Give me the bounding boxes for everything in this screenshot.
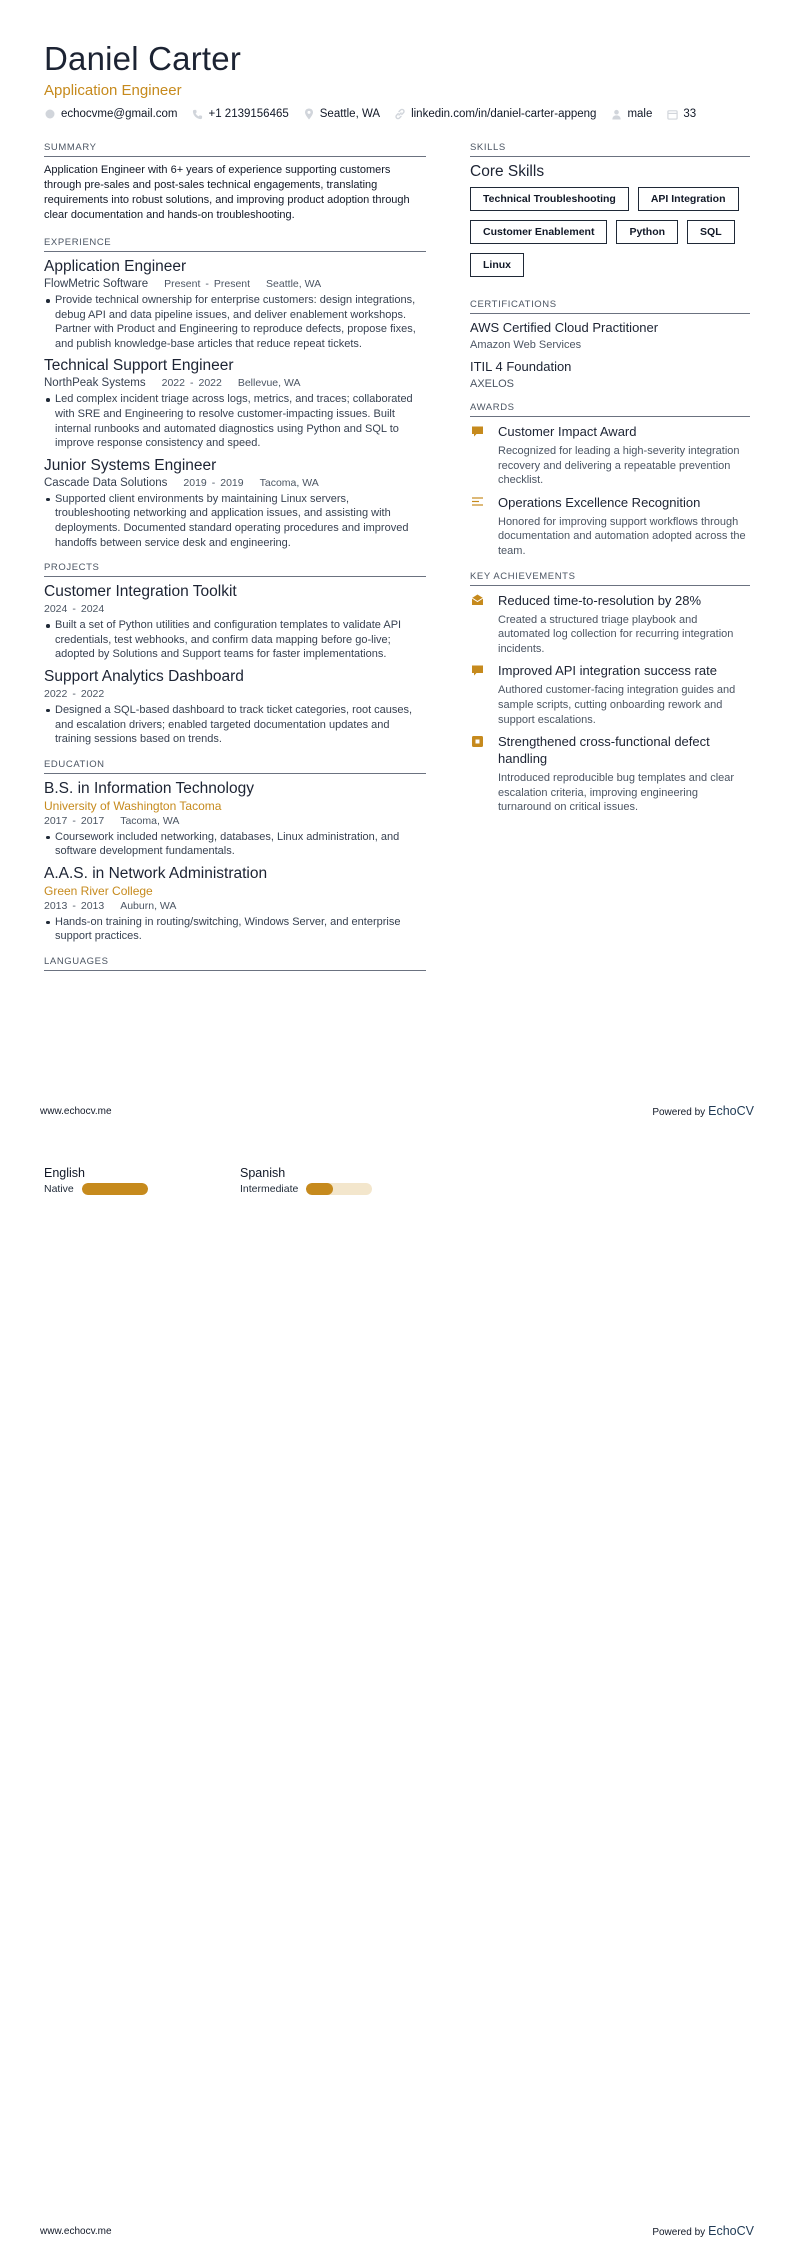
skill-chip: SQL: [687, 220, 735, 244]
bullet-item: Coursework included networking, databases, Linux administration, and software development fundamentals.: [44, 830, 426, 859]
achievements-heading: KEY ACHIEVEMENTS: [470, 571, 750, 586]
achievement-item: [470, 733, 750, 815]
bullet-item: Provide technical ownership for enterprise customers: design integrations, debug API and data pipeline issues, and deliver enablement workshops. Partner with Product and Engineering to reproduce defects, propose fixes, and publish knowledge-base articles that reduce repeat tickets.: [44, 293, 426, 351]
skills-heading: SKILLS: [470, 142, 750, 157]
certification-name: ITIL 4 Foundation: [470, 359, 572, 374]
achievement-description: Created a structured triage playbook and automated log collection for recurring integration incidents.: [498, 613, 734, 655]
education-section: [44, 759, 426, 944]
education-end: 2013: [80, 899, 105, 912]
experience-item: [44, 357, 426, 450]
project-dates: 2024 - 2024: [44, 603, 105, 616]
achievement-title: Strengthened cross-functional defect handling: [498, 734, 710, 767]
education-location: Auburn, WA: [120, 899, 177, 912]
education-dates: 2017 - 2017: [44, 814, 105, 827]
skill-chip: API Integration: [638, 187, 739, 211]
award-item: [470, 494, 750, 559]
language-item: [240, 1166, 436, 1195]
contact-row: [44, 108, 710, 120]
job-dates: 2019 - 2019: [183, 476, 244, 489]
footer-website[interactable]: www.echocv.me: [40, 2225, 112, 2237]
language-proficiency-bar: [82, 1183, 148, 1195]
project-end: 2022: [80, 687, 105, 700]
company-name: NorthPeak Systems: [44, 377, 146, 390]
achievement-item: [470, 592, 750, 657]
bullet-item: Hands-on training in routing/switching, Windows Server, and enterprise support practices.: [44, 915, 426, 944]
square-badge-icon: [470, 734, 484, 748]
envelope-open-icon: [470, 593, 484, 607]
project-end: 2024: [80, 603, 105, 616]
skills-section: [470, 142, 750, 277]
project-start: 2024: [44, 603, 68, 616]
job-location: Seattle, WA: [266, 278, 322, 290]
job-dates: 2022 - 2022: [161, 377, 222, 390]
experience-section: [44, 237, 426, 550]
page-footer: [40, 1104, 754, 1118]
language-level: Intermediate: [240, 1183, 299, 1195]
degree-title: A.A.S. in Network Administration: [44, 864, 268, 882]
experience-heading: EXPERIENCE: [44, 237, 426, 252]
right-column: [470, 142, 750, 827]
job-end: 2022: [198, 377, 222, 390]
contact-email-text: echocvme@gmail.com: [61, 108, 178, 120]
contact-linkedin[interactable]: [394, 108, 596, 120]
projects-section: [44, 562, 426, 747]
speech-bubble-icon: [470, 424, 484, 438]
candidate-title: Application Engineer: [44, 82, 182, 99]
summary-section: [44, 142, 426, 223]
bullet-item: Built a set of Python utilities and configuration templates to validate API credentials, test webhooks, and confirm data mapping before go-live; adopted by Solutions and Support teams for faster implementations.: [44, 618, 426, 662]
skills-group-title: Core Skills: [470, 163, 545, 180]
contact-location-text: Seattle, WA: [319, 108, 381, 120]
certification-issuer: Amazon Web Services: [470, 339, 582, 351]
education-item: [44, 865, 426, 944]
bullet-item: Led complex incident triage across logs, metrics, and traces; collaborated with SRE and Engineering to resolve customer-impacting issues. Built internal runbooks and automated diagnostics using Python and SQL to improve response consistency and speed.: [44, 392, 426, 450]
company-name: Cascade Data Solutions: [44, 476, 168, 489]
job-start: Present: [164, 278, 201, 290]
summary-text: Application Engineer with 6+ years of experience supporting customers through pre-sales and post-sales technical engagements, translating requirements into robust solutions, and improving product adoption through clear documentation and hands-on troubleshooting.: [44, 164, 410, 221]
achievements-section: [470, 571, 750, 815]
contact-location: [303, 108, 380, 120]
achievement-title: Reduced time-to-resolution by 28%: [498, 592, 702, 608]
education-meta: [44, 900, 426, 912]
bullet-item: Supported client environments by maintaining Linux servers, troubleshooting networking and application issues, and assisting with deployments. Documented standard operating procedures and improved handoffs between service desk and engineering.: [44, 492, 426, 550]
job-title: Junior Systems Engineer: [44, 456, 217, 474]
achievement-description: Authored customer-facing integration guides and sample scripts, cutting onboarding rework and support escalations.: [498, 684, 736, 726]
language-name: Spanish: [240, 1166, 286, 1180]
left-column: [44, 142, 426, 983]
job-bullets: [44, 492, 426, 550]
job-start: 2022: [161, 377, 185, 390]
job-start: 2019: [183, 476, 207, 489]
achievement-description: Introduced reproducible bug templates and clear escalation criteria, improving engineering turnaround on critical issues.: [498, 772, 735, 814]
brand-logo[interactable]: EchoCV: [708, 2224, 754, 2238]
contact-email[interactable]: [44, 108, 178, 120]
skill-chip: Linux: [470, 253, 524, 277]
language-item: [44, 1166, 240, 1195]
job-meta: [44, 377, 426, 389]
location-icon: [303, 108, 315, 120]
degree-title: B.S. in Information Technology: [44, 779, 254, 797]
powered-by-label: Powered by: [652, 1107, 706, 1118]
job-bullets: [44, 392, 426, 450]
award-description: Honored for improving support workflows through documentation and automation adopted across the team.: [498, 515, 746, 557]
certification-name: AWS Certified Cloud Practitioner: [470, 320, 659, 335]
achievement-title: Improved API integration success rate: [498, 663, 717, 679]
contact-gender: [610, 108, 652, 120]
contact-linkedin-text: linkedin.com/in/daniel-carter-appeng: [411, 108, 597, 120]
award-title: Customer Impact Award: [498, 424, 637, 439]
certification-issuer: AXELOS: [470, 378, 515, 390]
skill-chip: Customer Enablement: [470, 220, 607, 244]
project-item: [44, 668, 426, 747]
brand-logo[interactable]: EchoCV: [708, 1104, 754, 1118]
candidate-name: Daniel Carter: [44, 40, 242, 77]
languages-section: [44, 956, 426, 971]
certifications-section: [470, 299, 750, 390]
awards-heading: AWARDS: [470, 402, 750, 417]
contact-gender-text: male: [627, 108, 653, 120]
education-end: 2017: [80, 814, 105, 827]
footer-powered: [652, 2224, 754, 2238]
skill-chip: Python: [616, 220, 678, 244]
job-dates: Present - Present: [164, 278, 251, 290]
awards-section: [470, 402, 750, 559]
job-bullets: [44, 293, 426, 351]
job-meta: [44, 477, 426, 489]
powered-by-label: Powered by: [652, 2227, 706, 2238]
job-location: Bellevue, WA: [237, 377, 301, 390]
company-name: FlowMetric Software: [44, 278, 149, 290]
bullet-item: Designed a SQL-based dashboard to track ticket categories, root causes, and escalation drivers; enabled targeted documentation updates and training sessions based on trends.: [44, 703, 426, 747]
contact-phone-text: +1 2139156465: [208, 108, 289, 120]
page-footer: [40, 2224, 754, 2238]
achievement-item: [470, 662, 750, 727]
speech-bubble-icon: [470, 663, 484, 677]
footer-powered: [652, 1104, 754, 1118]
language-name: English: [44, 1166, 85, 1180]
job-end: 2019: [220, 476, 244, 489]
award-title: Operations Excellence Recognition: [498, 494, 701, 510]
skills-chips: [470, 187, 750, 277]
projects-heading: PROJECTS: [44, 562, 426, 577]
project-meta: [44, 688, 426, 700]
project-dates: 2022 - 2022: [44, 687, 105, 700]
job-meta: [44, 278, 426, 290]
contact-phone[interactable]: [192, 108, 289, 120]
mail-icon: [44, 108, 56, 120]
summary-heading: SUMMARY: [44, 142, 426, 157]
project-start: 2022: [44, 687, 68, 700]
language-row: [44, 1183, 240, 1195]
education-heading: EDUCATION: [44, 759, 426, 774]
job-location: Tacoma, WA: [259, 476, 319, 489]
award-description: Recognized for leading a high-severity integration recovery and delivering a repeatable prevention checklist.: [498, 445, 740, 487]
project-title: Customer Integration Toolkit: [44, 583, 237, 601]
school-name: Green River College: [44, 883, 153, 898]
link-icon: [394, 108, 406, 120]
language-level: Native: [44, 1183, 74, 1195]
education-start: 2013: [44, 899, 68, 912]
experience-item: [44, 258, 426, 351]
job-title: Technical Support Engineer: [44, 357, 234, 375]
award-item: [470, 423, 750, 488]
education-bullets: [44, 830, 426, 859]
job-end: Present: [213, 278, 251, 290]
project-bullets: [44, 703, 426, 747]
education-location: Tacoma, WA: [120, 814, 180, 827]
lines-icon: [470, 495, 484, 509]
education-item: [44, 780, 426, 859]
education-bullets: [44, 915, 426, 944]
language-row: [240, 1183, 436, 1195]
person-icon: [610, 108, 622, 120]
education-start: 2017: [44, 814, 68, 827]
phone-icon: [192, 108, 204, 120]
experience-item: [44, 457, 426, 550]
calendar-icon: [666, 108, 678, 120]
project-title: Support Analytics Dashboard: [44, 667, 244, 685]
language-proficiency-fill: [82, 1183, 148, 1195]
language-proficiency-fill: [306, 1183, 332, 1195]
languages-list: [44, 1166, 436, 1195]
contact-age-text: 33: [683, 108, 697, 120]
contact-age: [666, 108, 696, 120]
project-item: [44, 583, 426, 662]
project-bullets: [44, 618, 426, 662]
certifications-heading: CERTIFICATIONS: [470, 299, 750, 314]
languages-heading: LANGUAGES: [44, 956, 426, 971]
job-title: Application Engineer: [44, 258, 187, 275]
project-meta: [44, 603, 426, 615]
skill-chip: Technical Troubleshooting: [470, 187, 629, 211]
school-name: University of Washington Tacoma: [44, 798, 222, 813]
education-dates: 2013 - 2013: [44, 899, 105, 912]
footer-website[interactable]: www.echocv.me: [40, 1105, 112, 1117]
education-meta: [44, 815, 426, 827]
language-proficiency-bar: [306, 1183, 372, 1195]
